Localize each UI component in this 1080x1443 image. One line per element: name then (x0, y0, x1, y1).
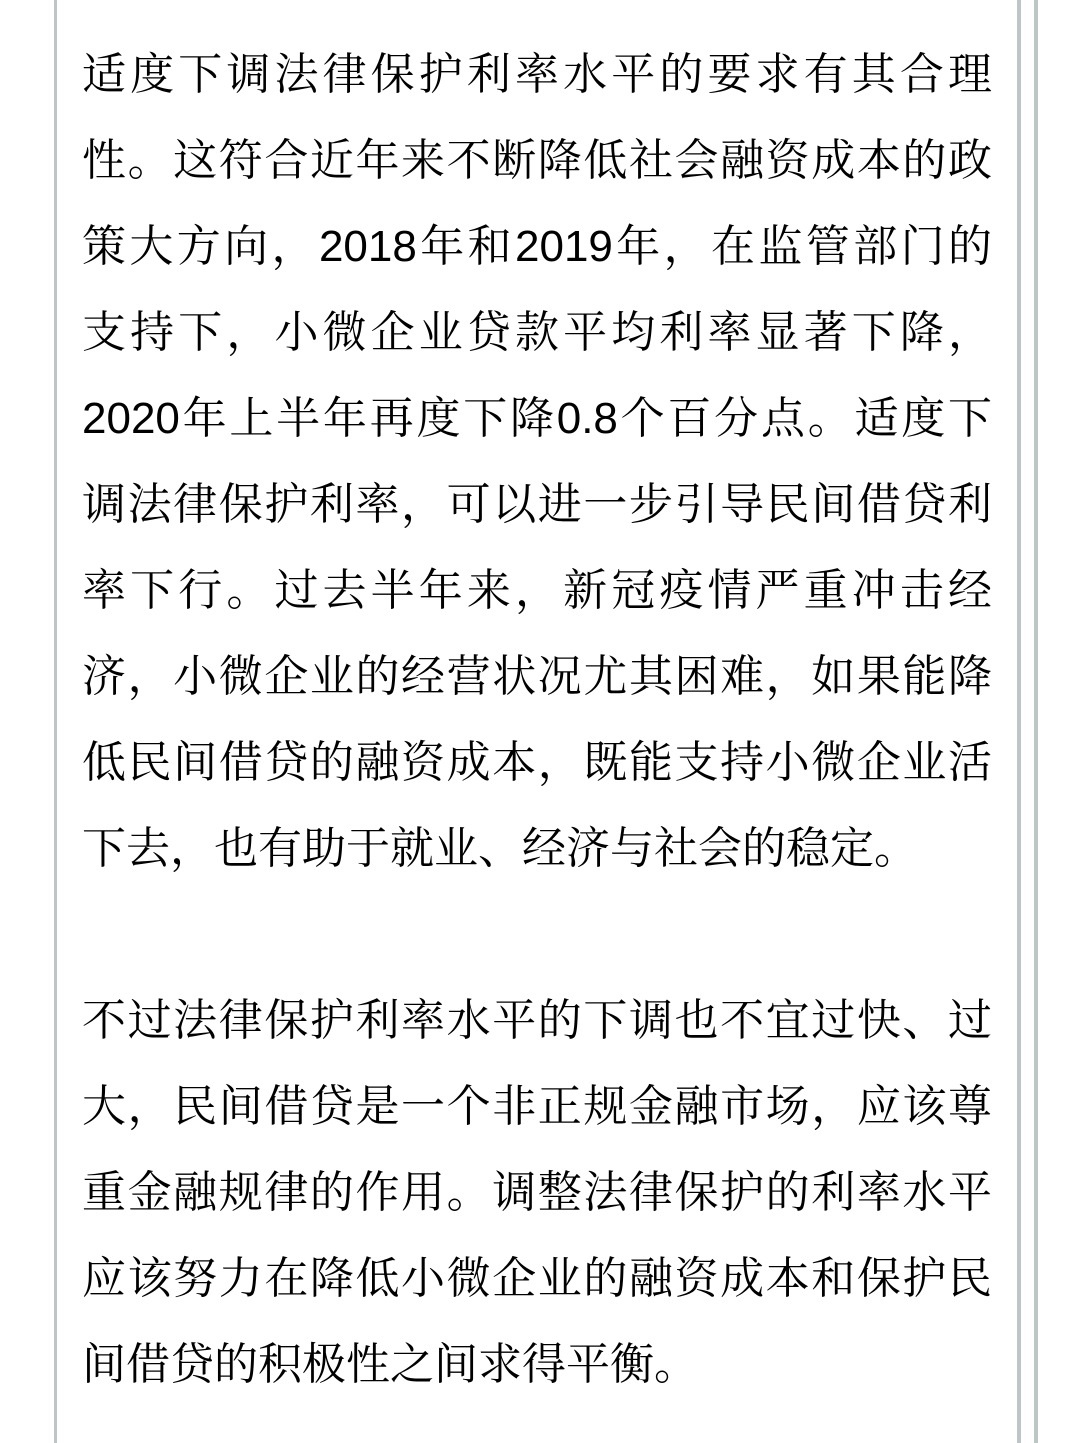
text-line: 大，民间借贷是一个非正规金融市场，应该尊 (82, 1082, 992, 1131)
page-left-border-line (54, 0, 57, 1443)
text-line: 应该努力在降低小微企业的融资成本和保护民 (82, 1254, 992, 1303)
text-line: 适度下调法律保护利率水平的要求有其合理 (82, 50, 992, 99)
text-line: 率下行。过去半年来，新冠疫情严重冲击经 (82, 566, 992, 615)
text-line: 不过法律保护利率水平的下调也不宜过快、过 (82, 996, 992, 1045)
article-body (82, 32, 992, 1408)
text-line: 策大方向，2018年和2019年，在监管部门的 (82, 222, 992, 271)
text-line: 重金融规律的作用。调整法律保护的利率水平 (82, 1168, 992, 1217)
text-line: 下去，也有助于就业、经济与社会的稳定。 (82, 824, 918, 873)
text-line: 支持下，小微企业贷款平均利率显著下降， (82, 308, 992, 357)
text-line: 性。这符合近年来不断降低社会融资成本的政 (82, 136, 992, 185)
text-line: 2020年上半年再度下降0.8个百分点。适度下 (82, 394, 992, 443)
text-line: 低民间借贷的融资成本，既能支持小微企业活 (82, 738, 992, 787)
text-line: 间借贷的积极性之间求得平衡。 (82, 1340, 698, 1389)
paragraph (82, 978, 992, 1408)
text-line: 调法律保护利率，可以进一步引导民间借贷利 (82, 480, 992, 529)
page-right-outer-border-line (1034, 0, 1038, 1443)
paragraph (82, 32, 992, 892)
page-right-inner-border-line (1017, 0, 1021, 1443)
text-line: 济，小微企业的经营状况尤其困难，如果能降 (82, 652, 992, 701)
